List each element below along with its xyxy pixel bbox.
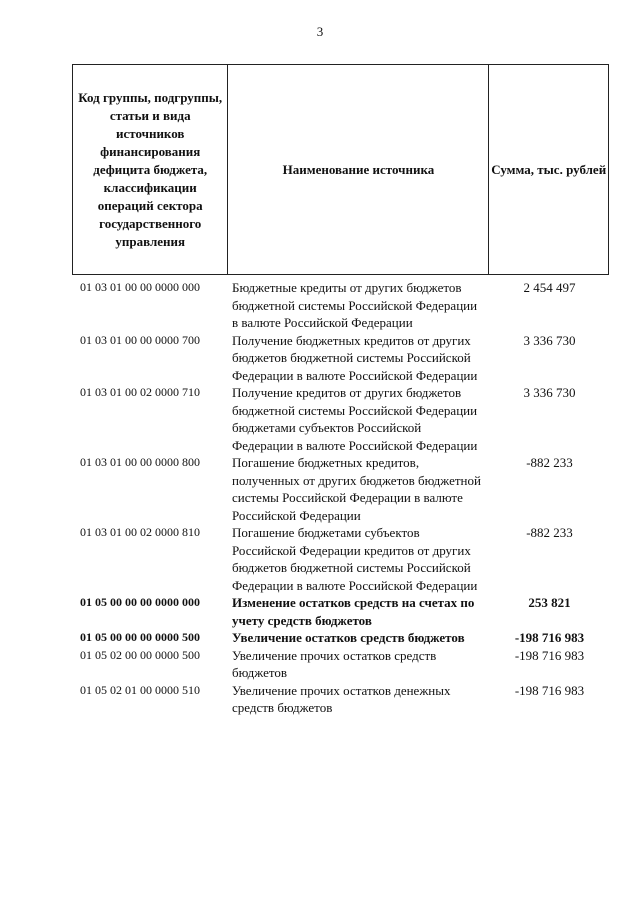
- header-name-column: Наименование источника: [228, 65, 489, 274]
- row-sum: 3 336 730: [523, 332, 576, 348]
- row-name: Увеличение остатков средств бюджетов: [232, 630, 465, 645]
- row-name: Погашение бюджетных кредитов, полученных от других бюджетов бюджетной системы Российской Федерации в валюте Российской Федерации: [232, 455, 481, 523]
- row-code: 01 03 01 00 00 0000 800: [80, 455, 200, 469]
- row-sum: 2 454 497: [523, 280, 576, 295]
- row-sum: -198 716 983: [514, 630, 585, 645]
- row-name: Увеличение прочих остатков средств бюджетов: [232, 647, 437, 680]
- row-code: 01 03 01 00 00 0000 000: [80, 280, 200, 294]
- row-code: 01 05 02 01 00 0000 510: [80, 682, 200, 697]
- budget-sources-table: [72, 64, 609, 717]
- table-row: [72, 454, 609, 524]
- row-code: 01 03 01 00 02 0000 810: [80, 525, 200, 539]
- table-header: [72, 64, 609, 275]
- table-row: [72, 384, 609, 454]
- row-name: Погашение бюджетами субъектов Российской Федерации кредитов от других бюджетов бюджетной системы Российской Федерации в валюте Российской Федерации: [232, 525, 478, 593]
- table-row: [72, 524, 609, 594]
- row-sum: 253 821: [528, 595, 571, 610]
- row-name: Получение кредитов от других бюджетов бюджетной системы Российской Федерации бюджетами субъектов Российской Федерации в валюте Российской Федерации: [232, 385, 478, 453]
- header-code-column: Код группы, подгруппы, статьи и вида источников финансирования дефицита бюджета, классификации операций сектора государственного управления: [73, 65, 228, 274]
- table-row: [72, 629, 609, 647]
- table-row: [72, 279, 609, 332]
- row-name: Увеличение прочих остатков денежных средств бюджетов: [232, 682, 451, 715]
- row-sum: -882 233: [526, 525, 573, 540]
- table-row: [72, 332, 609, 385]
- table-row: [72, 647, 609, 682]
- row-code: 01 05 00 00 00 0000 000: [80, 595, 200, 609]
- row-code: 01 03 01 00 02 0000 710: [80, 385, 200, 399]
- row-sum: 3 336 730: [523, 385, 576, 400]
- page-number: 3: [316, 24, 324, 39]
- table-row: [72, 682, 609, 717]
- table-body: [72, 279, 609, 717]
- row-sum: -882 233: [526, 455, 573, 470]
- row-code: 01 05 00 00 00 0000 500: [80, 630, 200, 644]
- row-code: 01 05 02 00 00 0000 500: [80, 647, 200, 662]
- row-sum: -198 716 983: [514, 647, 585, 663]
- row-name: Бюджетные кредиты от других бюджетов бюджетной системы Российской Федерации в валюте Российской Федерации: [232, 280, 478, 330]
- row-name: Изменение остатков средств на счетах по учету средств бюджетов: [232, 595, 475, 628]
- table-row: [72, 594, 609, 629]
- header-sum-column: Сумма, тыс. рублей: [491, 161, 607, 177]
- row-name: Получение бюджетных кредитов от других бюджетов бюджетной системы Российской Федерации в валюте Российской Федерации: [232, 332, 478, 383]
- row-code: 01 03 01 00 00 0000 700: [80, 332, 200, 347]
- row-sum: -198 716 983: [514, 682, 585, 698]
